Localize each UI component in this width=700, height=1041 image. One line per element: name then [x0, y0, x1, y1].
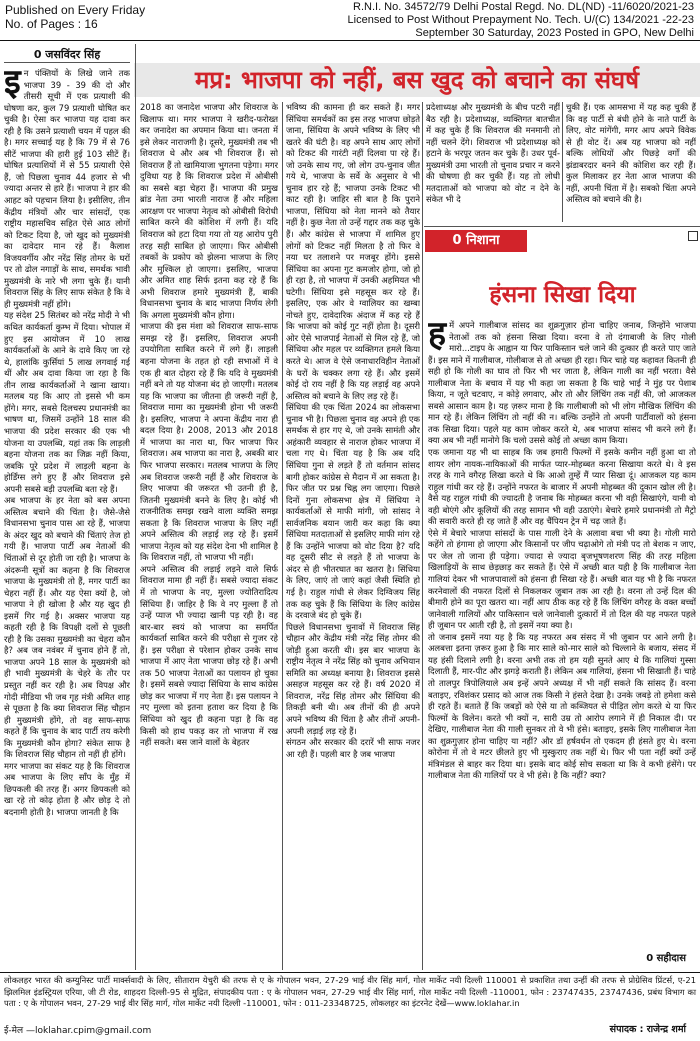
paragraph: भविष्य की कामना ही कर सकते हैं। मगर सिंधिया समर्थकों का इस तरह भाजपा छोड़ते जाना, सिंधिया के अपने भविष्य के लिए भी खतरे की घंटी है। वह अपने साथ आए लोगों को टिकट की गारंटी नहीं दिलवा पा रहे हैं। जो उनके साथ गए, जो लोग उप-चुनाव जीत गये थे, भाजपा के सर्वे के अनुसार वे भी चुनाव हार रहे हैं; भाजपा उनके टिकट भी काट रही है। जाहिर सी बात है कि पुराने भाजपा, सिंधिया को नेता मानने को तैयार नहीं है। कुछ नेता तो उन्हें गद्दार तक कह चुके हैं। और कांग्रेस से भाजपा में शामिल हुए लोगों को टिकट नहीं मिलता है तो फिर वे नया घर तलाशने पर मजबूर होंगे। इससे सिंधिया का अपना गुट कमजोर होगा, जो हो ही रहा है, तो भाजपा में उनकी अहमियत भी घटेगी। सिंधिया इसे महसूस कर रहे हैं। इसलिए, एक ओर वे ग्वालियर का खम्बा नोचते हुए, दावेदारिक अंदाज में कह रहे हैं कि भाजपा को कोई गुट नहीं होता है। दूसरी ओर ऐसे भाजपाई नेताओं से मिल रहे हैं, जो सिंधिया और महल पर व्यक्तिगत हमले किया करते थे। आज वे ऐसे जनाधारविहीन नेताओं के घरों के चक्कर लगा रहे हैं। और इसमें कोई दो राय नहीं है कि यह लड़ाई वह अपने अस्तित्व को बचाने के लिए लड़ रहे हैं।	[286, 102, 420, 401]
paragraph: अपने अस्तित्व की लड़ाई लड़ने वाले सिर्फ शिवराज मामा ही नहीं हैं। सबसे ज्यादा संकट में तो भाजपा के नए, मुल्ला ज्योतिरादित्य सिंधिया हैं। जाहिर है कि वे नए मुल्ला हैं तो उन्हें प्याज भी ज्यादा खानी पड़ रही है। वह बार-बार स्वयं को भाजपा का समर्पित कार्यकर्ता साबित करने की परीक्षा से गुजर रहे हैं। इस परीक्षा से परेशान होकर उनके साथ भाजपा में आए नेता भाजपा छोड़ रहे हैं। अभी तक 50 भाजपा नेताओं का पलायन हो चुका है। इसमें सबसे ज्यादा सिंधिया के साथ कांग्रेस छोड़ कर भाजपा में गए नेता हैं। इस पलायन ने नए मुल्ला को इतना हताश कर दिया है कि सिंधिया को खुद ही कहना पड़ा है कि वह किसी को हाथ पकड़ कर तो भाजपा में रख नहीं सकते। बस जाने वालों के बेहतर	[140, 563, 278, 748]
side-article-body	[428, 320, 696, 946]
publication-frequency: Published on Every Friday	[5, 3, 146, 17]
end-mark	[688, 231, 698, 241]
column-divider	[422, 102, 423, 970]
article-column-1	[4, 68, 130, 970]
byline: 0 जसविंदर सिंह	[33, 48, 101, 61]
byline-divider	[4, 62, 130, 63]
paragraph: सिंधिया की एक चिंता 2024 का लोकसभा चुनाव भी है। पिछला चुनाव वह अपने ही एक समर्थक से हार गए थे, जो उनके सामंती और अहंकारी व्यवहार से नाराज होकर भाजपा में चला गए थे। चिंता यह है कि अब यदि सिंधिया गुना से लड़ते हैं तो वर्तमान सांसद बागी होकर कांग्रेस से मैदान में आ सकता है। फिर जीत पर प्रश्न चिह्न लग जाएगा। पिछले दिनों गुना लोकसभा क्षेत्र में सिंधिया ने कार्यकर्ताओं से माफी मांगी, जो सांसद ने सार्वजनिक बयान जारी कर कहा कि क्या सिंधिया मतदाताओं से इसलिए माफी मांग रहे हैं कि उन्होंने भाजपा को वोट दिया है? यदि वह दूसरी सीट से लड़ते हैं तो भाजपा के अंदर से ही भीतरघात का खतरा है। सिंधिया के लिए, जाएं तो जाएं कहां जैसी स्थिति हो गई है। राहुल गांधी से लेकर दिग्विजय सिंह तक कह चुके हैं कि सिंधिया के लिए कांग्रेस के दरवाजे बंद हो चुके हैं।	[286, 402, 420, 621]
drop-cap: इ	[4, 68, 21, 102]
paragraph: न पंक्तियों के लिखे जाने तक भाजपा 39 - 39 की दो और तीसरी सूची में एक प्रत्याशी की घोषणा कर, कुल 79 प्रत्याशी घोषित कर चुकी है। ऐसा कर भाजपा यह दावा कर रही है कि उसने प्रत्याशी चयन में पहल की है। मगर सच्चाई यह है कि 79 में से 76 सीटें भाजपा की हारी हुई 103 सीटें हैं। घोषित प्रत्याशियों में से 55 प्रत्याशी ऐसे हैं, जो पिछला चुनाव 44 हजार से भी ज्यादा अन्तर से हारे हैं। भाजपा ने हार की आहट को पहचान लिया है। इसीलिए, तीन केंद्रीय मंत्रियों और चार सांसदों, एक राष्ट्रीय महासचिव सहित ऐसे आठ लोगों को टिकट दिया है, जो खुद को मुख्यमंत्री का दावेदार मान रहे हैं। कैलाश विजयवर्गीय और नरेंद्र सिंह तोमर के घरों पर तो ढोल नगाड़ों के साथ, समर्थक भावी मुख्यमंत्री के नारे भी लगा चुके हैं। यानी शिवराज सिंह के लिए साफ संकेत है कि वे ही मुख्यमंत्री नहीं होंगे।	[4, 68, 130, 309]
publication-info	[5, 3, 145, 31]
drop-cap: ह	[428, 320, 447, 354]
editor-credit: संपादक : राजेन्द्र शर्मा	[609, 1024, 686, 1035]
paragraph: 2018 का जनादेश भाजपा और शिवराज के खिलाफ था। मगर भाजपा ने खरीद-फरोख्त कर जनादेश का अपमान किया था। जनता में इसे लेकर नाराजगी है। दूसरे, मुख्यमंत्री तब भी शिवराज थे और अब भी शिवराज हैं। सो शिवराज हैं तो खामियाजा भुगतना पड़ेगा। मगर दुविधा यह है कि शिवराज प्रदेश में ओबीसी का सबसे बड़ा चेहरा हैं। भाजपा की प्रमुख ब्रांड नेता उमा भारती नाराज हैं और महिला आरक्षण पर भाजपा नेतृत्व को ओबीसी विरोधी साबित करने की कोशिश में लगी हैं। यदि शिवराज को हटा दिया गया तो यह आरोप पुरी तरह सही साबित हो जाएगा। फिर ओबीसी तबकों के प्रकोप को झेलना भाजपा के लिए और मुश्किल हो जाएगा। इसलिए, भाजपा और अमित शाह सिर्फ इतना कह रहे हैं कि अभी शिवराज हमारे मुख्यमंत्री हैं, बाकी विधानसभा चुनाव के बाद भाजपा निर्णय लेगी कि अगला मुख्यमंत्री कौन होगा।	[140, 102, 278, 320]
paragraph: एक जमाना यह भी था साहब कि जब हमारी फिल्मों में इसके कमीन नहीं हुआ था तो शायर लोग नायक-नायिकाओं की मार्फत प्यार-मोहब्बत करना सिखाया करते थे। वे इस तरह के गाने वगैरह लिखा करते थे कि आओ तुम्हें मैं प्यार सिखा दूं। आजकल यह काम राहुल गांधी कर रहे हैं। उन्होंने नफरत के बाजार में अपनी मोहब्बत की दुकान खोल ली है। वैसे यह राहुल गांधी की ज्यादती है जनाब कि मोहब्बत करना भी वही सिखाएंगे, यानी वो वही बोएंगे और कूलियों की तरह सामान भी वही उठाएंगे। बेचारे हमारे प्रधानमंत्री तो मैट्रो की सवारी करते ही रह जाते हैं और वह चैंपियन ट्रेन में चढ़ जाते हैं।	[428, 447, 696, 527]
imprint-line: लोकलहर भारत की कम्युनिस्ट पार्टी मार्क्सवादी के लिए, सीताराम येचुरी की तरफ से ए के गोपालन भवन, 27-29 भाई वीर सिंह मार्ग, गोल मार्केट नयी दिल्ली 110001 से प्रकाशित तथा उन्हीं की तरफ से प्रोग्रेसिव प्रिंटर्स, ए-21 झिलमिल इंडस्ट्रियल एरिया, जी टी रोड, शाहदरा दिल्ली-95 से मुद्रित, संपादकीय पता : ए के गोपालन भवन, 27-29 भाई वीर सिंह मार्ग, गोल मार्केट नयी दिल्ली -110001, फोन : 23747435, 23747436, प्रबंध विभाग का पता : ए के गोपालन भवन, 27-29 भाई वीर सिंह मार्ग, गोल मार्केट नयी दिल्ली -110001, फोन : 011-23348725, लोकलहर का इंटरनेट देखें—www.loklahar.in	[4, 975, 696, 1009]
header-divider	[0, 40, 700, 41]
license-line: Licensed to Post Without Prepayment No. Tech. U/(C) 134/2021 -22-23	[347, 14, 694, 26]
footer-divider	[0, 972, 700, 973]
paragraph: तो जनाब इसमें नया यह है कि यह नफरत अब संसद में भी जुबान पर आने लगी है। अलबत्ता इतना ज़रूर हुआ है कि मार साले को-मार साले को चिल्लाने के बजाय, संसद में यह हंसी दिलाने लगी है। वरना अभी तक तो हम यही सुनते आए थे कि गालियां गुस्सा दिलाती हैं, मार-पीट और झगड़े कराती हैं। लेकिन अब गालियां, हंसना भी सिखाती हैं। चाहे तो तालपुर त्रिपोलियाले अब इन्हें अपने अध्यक्ष में भी नहीं सकते कि सांसद हैं। वरना बताइए, रविशंकर प्रसाद को आज तक किसी ने हंसते देखा है। उनके जबड़े तो हमेशा कसे ही रहते हैं। बताते हैं कि जबड़ों को ऐसे या तो कब्जियत से पीड़ित लोग करते थे या फिर फिल्मों के विलेन। करते भी क्यों न, सारी उम्र तो आरोप लगाने में ही निकाल दी। पर देखिए, गालीबाज नेता की गाली सुनकर तो वे भी हंसे। बताइए, इसके लिए गालीबाज नेता का शुक्रगुज़ार होना चाहिए या नहीं? और डॉ हर्षवर्धन तो एकदम ही हंसते हुए थे। वरना कोरोना में तो वे मटर छीलते हुए भी मुस्कुराए तक नहीं थे। फिर भी पता नहीं क्यों उन्हें मंत्रिमंडल से बाहर कर दिया था। इसके बाद कोई सोच सकता था कि वे कभी हंसेंगे। पर गालीबाज नेता की गालियों पर वे भी हंसे। है कि नहीं? क्या?	[428, 631, 696, 781]
article-column-3	[286, 102, 420, 970]
column-divider	[135, 44, 136, 970]
column-divider	[282, 102, 283, 970]
article-column-5	[566, 102, 696, 222]
registration-line: R.N.I. No. 34572/79 Delhi Postal Regd. No. DL(ND) -11/6020/2021-23	[353, 1, 694, 13]
paragraph: प्रदेशाध्यक्ष और मुख्यमंत्री के बीच पटरी नहीं बैठ रही है। प्रदेशाध्यक्ष, व्यक्तिगत बातचीत में कह चुके हैं कि शिवराज की मनमानी तो नहीं चलने देंगे। शिवराज भी प्रदेशाध्यक्ष को हटाने के भरपूर जतन कर चुके हैं। उधर पूर्व-मुख्यमंत्री उमा भारती तो चुनाव प्रचार न करने की घोषणा ही कर चुकी हैं। यह तो लोधी मतदाताओं को भाजपा को वोट न देने के संकेत भी दे	[426, 102, 560, 205]
paragraph: यह संदेश 25 सितंबर को नरेंद्र मोदी ने भी कथित कार्यकर्ता कुम्भ में दिया। भोपाल में हुए इस आयोजन में 10 लाख कार्यकर्ताओं के आने के दावे किए जा रहे थे, हालांकि कुर्सियां 5 लाख लगवाई गई थीं और अब दावा किया जा रहा है कि तीन लाख कार्यकर्ताओं ने खाना खाया। मतलब यह कि आए तो इससे भी कम होंगे। मगर, सबसे दिलचस्प प्रधानमंत्री का भाषण था, जिसमें उन्होंने 18 साल की भाजपा की प्रदेश सरकार की एक भी योजना या उपलब्धि, यहां तक कि लाड़ली बहना योजना तक का जिक्र नहीं किया, जबकि पूरे प्रदेश में लाड़ली बहना के होर्डिंग्स लगे हुए हैं और शिवराज इसे अपनी सबसे बड़ी उपलब्धि बता रहे हैं।	[4, 310, 130, 494]
paragraph: चुकी हैं। एक आमसभा में यह कह चुकी हैं कि वह पार्टी से बंधी होने के नाते पार्टी के लिए, वोट मांगेंगी, मगर आप अपने विवेक से ही वोट दें। अब यह भाजपा को नहीं बल्कि लोधियों और पिछड़े वर्गों की झंडाबरदार बनने की कोशिश कर रही हैं। कुल मिलाकर हर नेता आज भाजपा की नहीं, अपनी चिंता में है। सबको चिंता अपने अस्तित्व को बचाने की है।	[566, 102, 696, 205]
section-divider	[424, 226, 700, 227]
paragraph: में अपने गालीबाज सांसद का शुक्रगुज़ार होना चाहिए जनाब, जिन्होंने भाजपा नेताओं तक को हंसना सिखा दिया। वरना वे तो दंगाबाजी के लिए गोली मारो...टाइप के आह्वान या फिर पाकिस्तान चले जाने की दुत्कार ही करते पाए जाते हैं। इस माने में गालीबाज, गोलीबाज से तो अच्छा ही रहा। फिर चाहे यह कहावत कितनी ही सही हो कि गोली का घाव तो फिर भी भर जाता है, लेकिन गाली का नहीं भरता। वैसे गालीबाज नेता के बचाव में यह भी कहा जा सकता है कि चाहे भाई ने मुंह पर पेशाब किया, न जूते चटवाए, न कोड़े लगवाए, और तो और लिंचिंग तक नहीं की, जो आजकल सबसे आसान काम है। यह ज़रूर माना है कि गालीबाजी को भी लोग मौखिक लिंचिंग की मान रहे हैं। लेकिन लिंचिंग तो नहीं की न। बल्कि उन्होंने तो अपनी पार्टीवालों को हंसना तक सिखा दिया। पहले यह काम जोकर करते थे, अब भाजपा सांसद भी करने लगे हैं। क्या अब भी नहीं मानोगे कि चलो उससे कोई तो अच्छा काम किया।	[428, 320, 696, 446]
paragraph: भाजपा की इस मंशा को शिवराज साफ-साफ समझ रहे हैं। इसलिए, शिवराज अपनी उपयोगिता साबित करने में लगे हैं। लाड़ली बहना योजना के तहत हो रही सभाओं में वे एक ही बात दोहरा रहे हैं कि यदि वे मुख्यमंत्री नहीं बने तो यह योजना बंद हो जाएगी। मतलब यह कि भाजपा का जीतना ही जरूरी नहीं है, शिवराज मामा का मुख्यमंत्री होना भी जरूरी है। इसलिए, भाजपा ने अपना केंद्रीय नारा ही बदल दिया है। 2008, 2013 और 2018 में भाजपा का नारा था, फिर भाजपा फिर शिवराज। अब भाजपा का नारा है, अबकी बार फिर भाजपा सरकार। मतलब भाजपा के लिए अब शिवराज जरूरी नहीं हैं और शिवराज के लिए भाजपा की जरूरत भी उतनी ही है, जितनी मुख्यमंत्री बनने के लिए है। कोई भी राजनीतिक समझ रखने वाला व्यक्ति समझ सकता है कि शिवराज भाजपा के लिए नहीं अपने अस्तित्व की लड़ाई लड़ रहे हैं। इसमें भाजपा नेतृत्व को यह संदेश देना भी शामिल है कि शिवराज नहीं, तो भाजपा भी नहीं।	[140, 321, 278, 563]
section-tag: 0 निशाना	[425, 230, 527, 252]
article-column-2	[140, 102, 278, 970]
paragraph: मगर भाजपा का संकट यह है कि शिवराज अब भाजपा के लिए साँप के मुँह में छिपकली की तरह हैं। अगर छिपकली को खा रहे तो कोढ़ होता है और छोड़ दे तो बदनामी होती है। भाजपा जानती है कि	[4, 760, 130, 817]
registration-info	[348, 1, 694, 40]
paragraph: अब भाजपा के हर नेता को बस अपना अस्तित्व बचाने की चिंता है। जैसे-जैसे विधानसभा चुनाव पास आ रहे हैं, भाजपा के अंदर खुद को बचाने की चिंताएं तेज हो गयी हैं। भाजपा पार्टी अब नेताओं की चिंताओं से दूर होती जा रही है। भाजपा के अंदरूनी सूत्रों का कहना है कि शिवराज भाजपा के मुख्यमंत्री तो हैं, मगर पार्टी का चेहरा नहीं हैं। और यह ऐसा क्यों है, जो भाजपा ने ही खोजा है और यह खुद ही इसमें गिर गई है। अक्सर भाजपा यह कहती रही है कि विपक्षी दलों से पूछती रही है कि उसका मुख्यमंत्री का चेहरा कौन है? अब जब नवंबर में चुनाव होने हैं तो, भाजपा अपने 18 साल के मुख्यमंत्री को ही भावी मुख्यमंत्री के चेहरे के तौर पर प्रस्तुत नहीं कर रही है। अब विपक्ष और गोदी मीडिया भी जब गृह मंत्री अमित शाह से पूछता है कि क्या शिवराज सिंह चौहान ही मुख्यमंत्री होंगे, तो वह साफ-साफ कहते हैं कि चुनाव के बाद पार्टी तय करेगी कि मुख्यमंत्री कौन होगा? संकेत साफ है कि शिवराज सिंह चौहान तो नहीं ही होंगे।	[4, 495, 130, 760]
date-line: September 30 Saturday, 2023 Posted in GPO, New Delhi	[415, 27, 694, 39]
column-divider	[562, 102, 563, 222]
main-headline: मप्र: भाजपा को नहीं, बस खुद को बचाने का संघर्ष	[134, 63, 700, 97]
article-column-4	[426, 102, 560, 222]
side-headline: हंसना सिखा दिया	[489, 282, 636, 308]
page-count: No. of Pages : 16	[5, 17, 98, 31]
paragraph: संगठन और सरकार की दरारें भी साफ नजर आ रही हैं। पहली बार है जब भाजपा	[286, 737, 420, 759]
contact-email: ई-मेल —loklahar.cpim@gmail.com	[4, 1026, 152, 1036]
side-article-signature: 0 सहीदास	[646, 953, 686, 964]
paragraph: पिछले विधानसभा चुनावों में शिवराज सिंह चौहान और केंद्रीय मंत्री नरेंद्र सिंह तोमर की जोड़ी हुआ करती थी। इस बार भाजपा के राष्ट्रीय नेतृत्व ने नरेंद्र सिंह को चुनाव अभियान समिति का अध्यक्ष बनाया है। शिवराज इससे असहज महसूस कर रहे हैं। वर्ष 2020 में शिवराज, नरेंद्र सिंह तोमर और सिंधिया की तिकड़ी बनी थी। अब तीनों की ही अपने अपने भविष्य की चिंता है और तीनों अपनी-अपनी लड़ाई लड़ रहे हैं।	[286, 621, 420, 736]
paragraph: ऐसे में बेचारे भाजपा सांसदों के पास गाली देने के अलावा बचा भी क्या है। गोली मारो कहेंगे तो हंगामा हो जाएगा और किसानों पर जीप चढ़ाओगे तो मंत्री पद तो बेशक न जाए, पर जेल तो जाना ही पड़ेगा। ज्यादा से ज्यादा बृजभूषणशरण सिंह की तरह महिला खिलाड़ियों के साथ छेड़छाड़ कर सकते हैं। ऐसे में अच्छी बात यही है कि गालीबाज नेता गालियां देकर भी भाजपावालों को हंसना ही सिखा रहे हैं। अच्छी बात यह भी है कि नफरत करनेवालों की नफरत दिलों से निकलकर जुबान तक आ रही है। वरना तो उन्हें दिल की बीमारी होने का पूरा खतरा था। नहीं आप ठीक कह रहे हैं कि लिंचिंग वगैरह के वक्त बच्चों जानेवाली गालियों और पाकिस्तान चले जानेवाली दुत्कारों में तो दिल की यह नफरत पहले ही जुबान पर आती रही है, तो इसमें नया क्या है।	[428, 527, 696, 631]
